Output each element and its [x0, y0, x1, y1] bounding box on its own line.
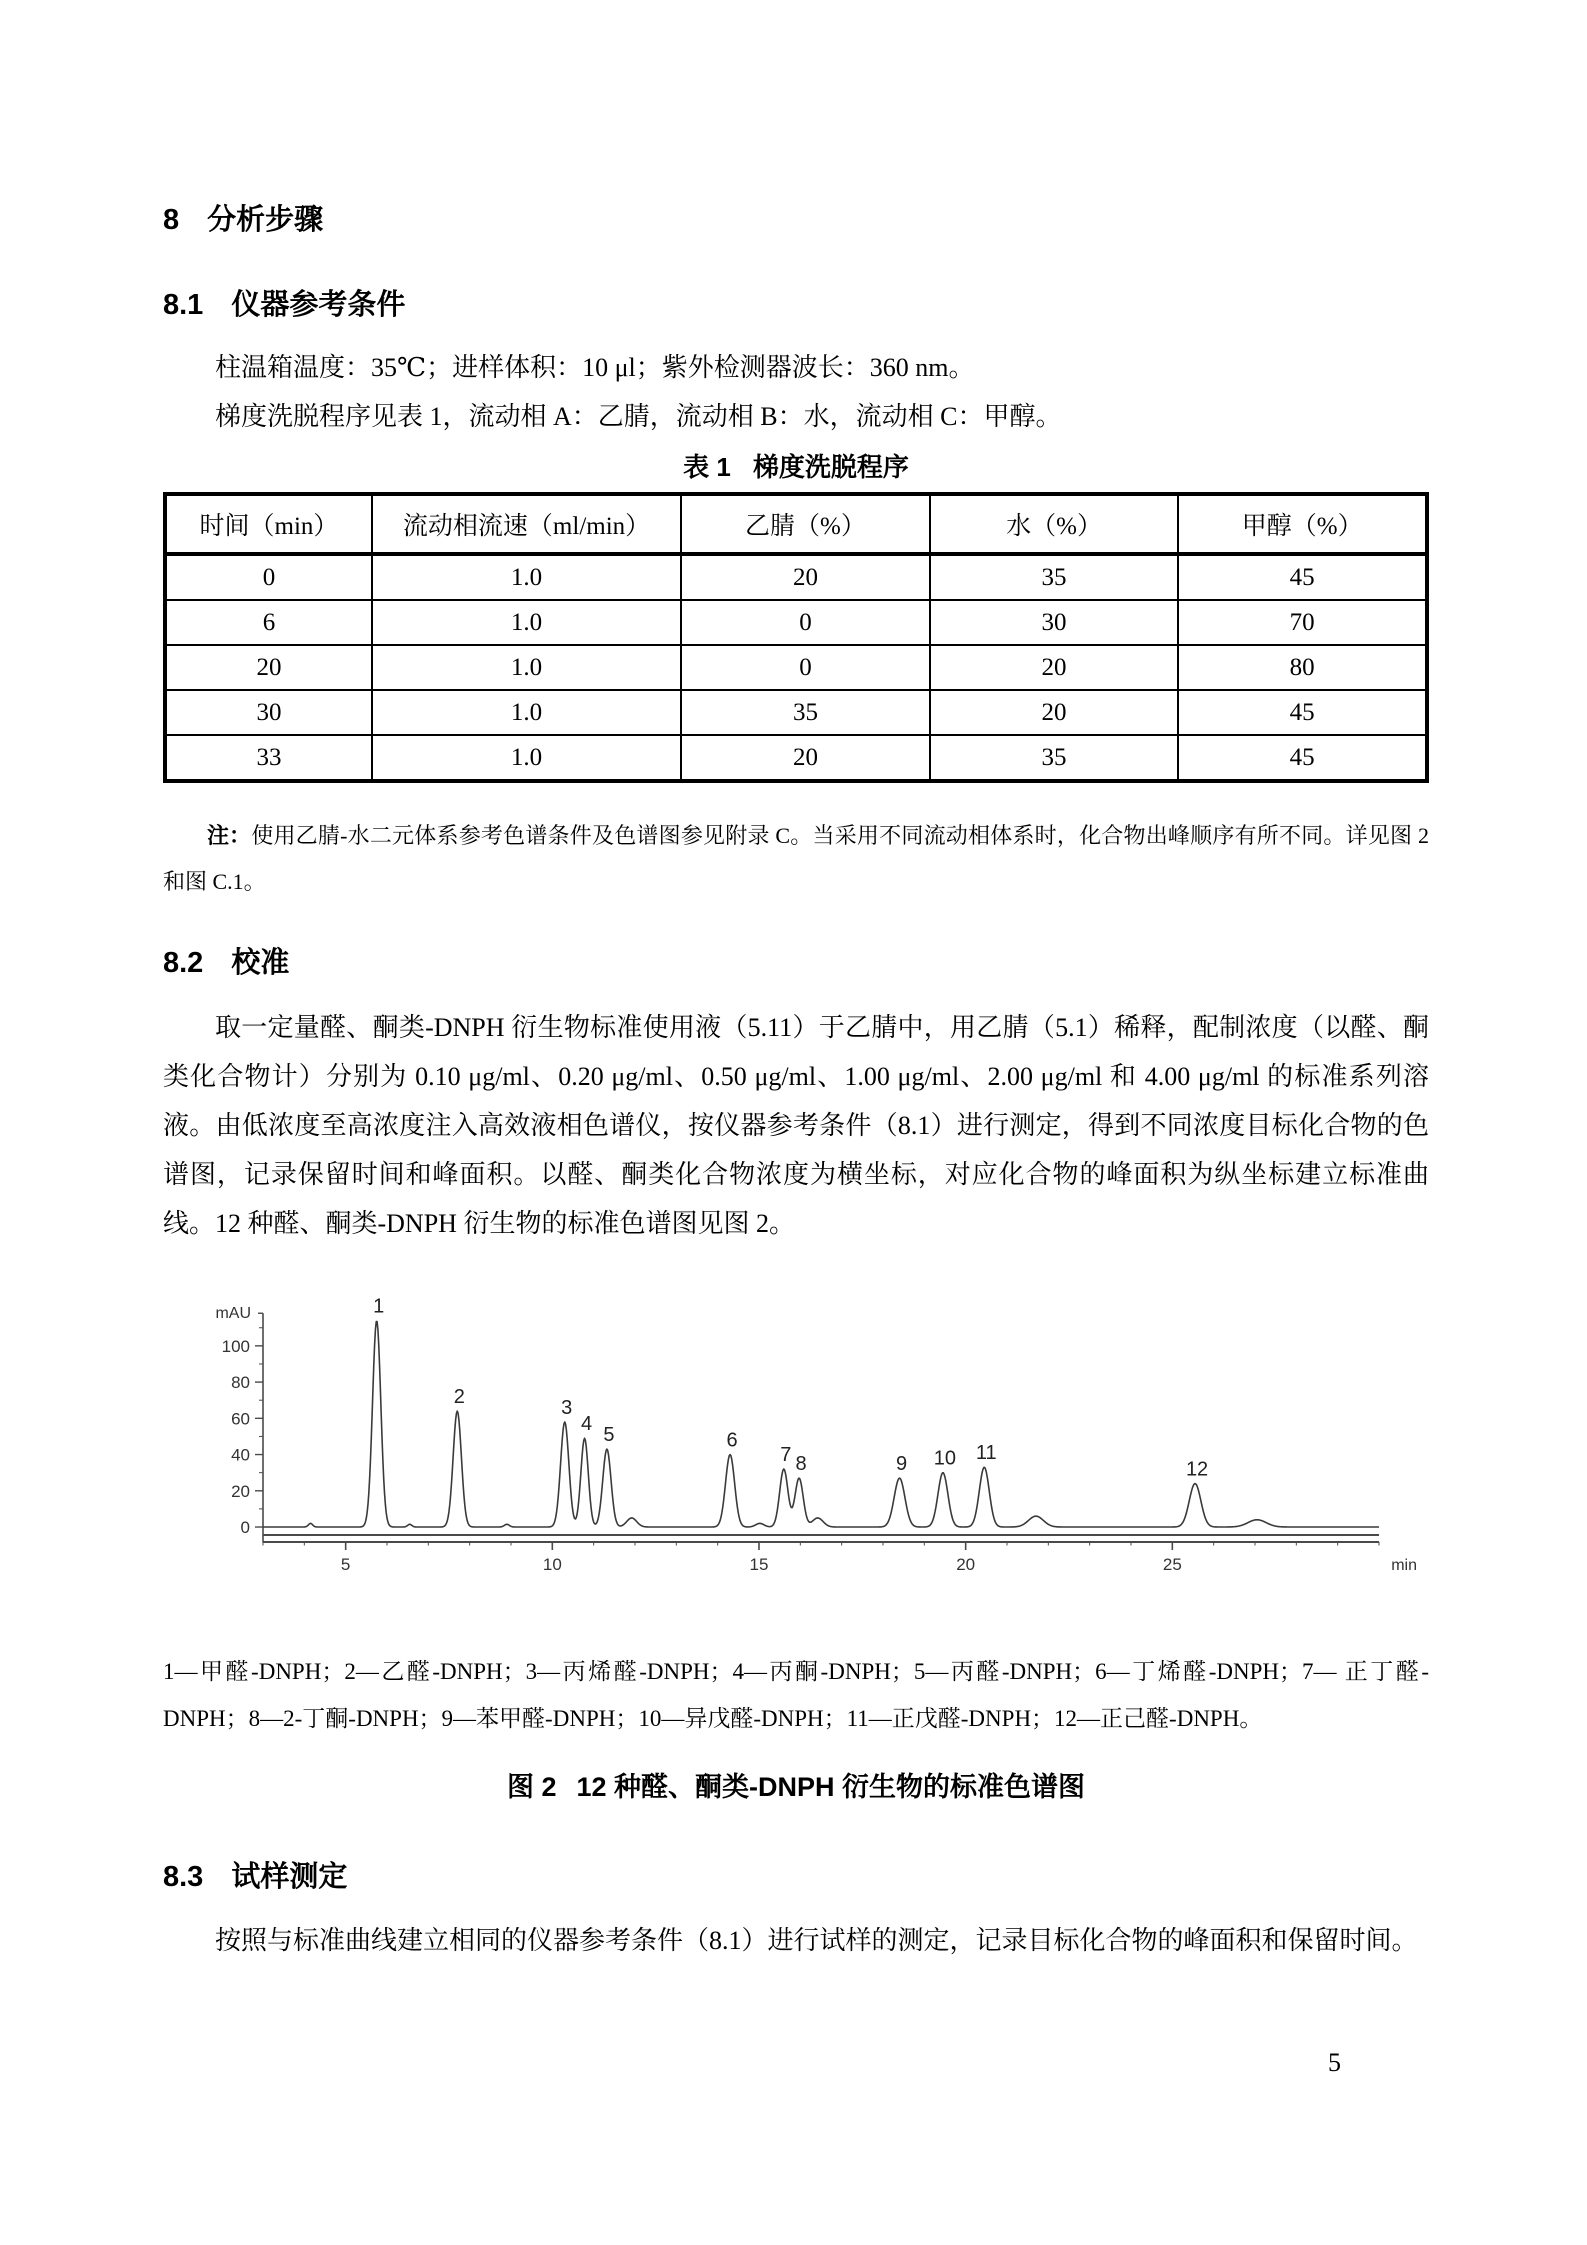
x-tick-label: 20	[956, 1554, 976, 1574]
peak-label: 7	[780, 1443, 792, 1466]
table-cell: 30	[930, 600, 1179, 645]
peak-label: 2	[453, 1385, 465, 1408]
table-cell: 20	[930, 645, 1179, 690]
section-8-1-title: 仪器参考条件	[231, 289, 406, 322]
chromatogram-trace	[263, 1321, 1379, 1526]
table-1-caption-title: 梯度洗脱程序	[752, 451, 909, 482]
table-header-cell: 乙腈（%）	[681, 494, 930, 554]
table-row	[165, 554, 1427, 600]
section-8-number: 8	[163, 204, 180, 236]
y-axis-label: mAU	[215, 1305, 251, 1323]
table-cell: 6	[165, 600, 372, 645]
table-header-cell: 时间（min）	[165, 494, 372, 554]
section-8-1-number: 8.1	[163, 289, 204, 322]
table-1-caption-label: 表 1	[683, 451, 731, 482]
table-cell: 0	[681, 645, 930, 690]
x-tick-label: 10	[542, 1554, 562, 1574]
table-row	[165, 600, 1427, 645]
table-header-row	[165, 494, 1427, 554]
figure-2-caption-label: 图 2	[506, 1771, 557, 1802]
table-cell: 70	[1178, 600, 1427, 645]
peak-label: 12	[1185, 1458, 1209, 1481]
y-tick-label: 40	[231, 1445, 250, 1465]
table-cell: 1.0	[372, 554, 681, 600]
gradient-elution-table	[163, 492, 1429, 783]
table-cell: 20	[681, 554, 930, 600]
table-cell: 30	[165, 690, 372, 735]
table-cell: 1.0	[372, 645, 681, 690]
y-tick-label: 0	[240, 1517, 250, 1537]
table-cell: 80	[1178, 645, 1427, 690]
peak-label: 8	[795, 1452, 807, 1475]
table-note	[163, 813, 1429, 905]
table-cell: 1.0	[372, 690, 681, 735]
section-8-heading	[163, 0, 1429, 237]
peak-label: 3	[561, 1396, 573, 1419]
section-8-title: 分析步骤	[207, 204, 324, 236]
peak-label: 5	[603, 1423, 615, 1446]
table-row	[165, 735, 1427, 781]
table-cell: 45	[1178, 735, 1427, 781]
x-tick-label: 15	[749, 1554, 769, 1574]
table-cell: 45	[1178, 554, 1427, 600]
table-header-cell: 水（%）	[930, 494, 1179, 554]
x-tick-label: 5	[340, 1554, 351, 1574]
y-tick-label: 100	[221, 1336, 250, 1356]
peak-label: 4	[581, 1413, 593, 1436]
table-cell: 0	[165, 554, 372, 600]
table-cell: 33	[165, 735, 372, 781]
table-header-cell: 流动相流速（ml/min）	[372, 494, 681, 554]
y-tick-label: 80	[231, 1372, 250, 1392]
table-cell: 35	[681, 690, 930, 735]
peak-label: 9	[895, 1452, 908, 1475]
table-cell: 1.0	[372, 735, 681, 781]
table-cell: 20	[930, 690, 1179, 735]
table-cell: 0	[681, 600, 930, 645]
table-cell: 35	[930, 554, 1179, 600]
table-cell: 20	[165, 645, 372, 690]
peak-label: 10	[933, 1447, 957, 1470]
section-8-2-title: 校准	[231, 947, 290, 980]
section-8-1-heading	[163, 289, 1429, 322]
figure-2-caption-title: 12 种醛、酮类-DNPH 衍生物的标准色谱图	[576, 1771, 1086, 1802]
figure-2-caption	[163, 1770, 1429, 1805]
paragraph-instrument-conditions: 柱温箱温度：35℃；进样体积：10 μl；紫外检测器波长：360 nm。	[215, 352, 975, 382]
page-number: 5	[1328, 2048, 1341, 2077]
table-body	[165, 554, 1427, 781]
section-8-3-heading	[163, 1861, 1429, 1894]
table-cell: 20	[681, 735, 930, 781]
x-axis-label: min	[1391, 1556, 1417, 1574]
section-8-2-number: 8.2	[163, 947, 204, 980]
x-tick-label: 25	[1162, 1554, 1182, 1574]
section-8-3-number: 8.3	[163, 1860, 204, 1893]
peak-label: 6	[726, 1429, 738, 1452]
section-8-3-title: 试样测定	[231, 1860, 348, 1893]
chromatogram-figure	[163, 1294, 1429, 1606]
y-tick-label: 20	[231, 1481, 250, 1501]
note-label: 注：	[207, 823, 252, 849]
paragraph-calibration: 取一定量醛、酮类-DNPH 衍生物标准使用液（5.11）于乙腈中，用乙腈（5.1）稀释，配制浓度（以醛、酮类化合物计）分别为 0.10 μg/ml、0.20 μg/ml、0.50 μg/ml、1.00 μg/ml、2.00 μg/ml 和 4.00 μg/ml 的标准系列溶液。由低浓度至高浓度注入高效液相色谱仪，按仪器参考条件（8.1）进行测定，得到不同浓度目标化合物的色谱图，记录保留时间和峰面积。以醛、酮类化合物浓度为横坐标，对应化合物的峰面积为纵坐标建立标准曲线。12 种醛、酮类-DNPH 衍生物的标准色谱图见图 2。	[163, 1012, 1429, 1238]
table-row	[165, 645, 1427, 690]
y-tick-label: 60	[231, 1409, 250, 1429]
paragraph-gradient-intro: 梯度洗脱程序见表 1，流动相 A：乙腈，流动相 B：水，流动相 C：甲醇。	[215, 401, 1062, 431]
table-1-caption	[163, 451, 1429, 485]
table-header-cell: 甲醇（%）	[1178, 494, 1427, 554]
peak-label: 1	[373, 1295, 385, 1318]
section-8-2-heading	[163, 947, 1429, 980]
chromatogram-plot	[171, 1294, 1421, 1606]
table-cell: 35	[930, 735, 1179, 781]
peak-label: 11	[975, 1442, 997, 1465]
paragraph-sample-determination: 按照与标准曲线建立相同的仪器参考条件（8.1）进行试样的测定，记录目标化合物的峰面积和保留时间。	[215, 1926, 1418, 1956]
table-row	[165, 690, 1427, 735]
peak-legend: 1—甲醛-DNPH；2—乙醛-DNPH；3—丙烯醛-DNPH；4—丙酮-DNPH；5—丙醛-DNPH；6—丁烯醛-DNPH；7— 正丁醛-DNPH；8—2-丁酮-DNPH；9—苯甲醛-DNPH；10—异戊醛-DNPH；11—正戊醛-DNPH；12—正己醛-DNPH。	[163, 1658, 1429, 1731]
table-cell: 45	[1178, 690, 1427, 735]
note-text: 使用乙腈-水二元体系参考色谱条件及色谱图参见附录 C。当采用不同流动相体系时，化合物出峰顺序有所不同。详见图 2 和图 C.1。	[163, 823, 1429, 895]
table-cell: 1.0	[372, 600, 681, 645]
